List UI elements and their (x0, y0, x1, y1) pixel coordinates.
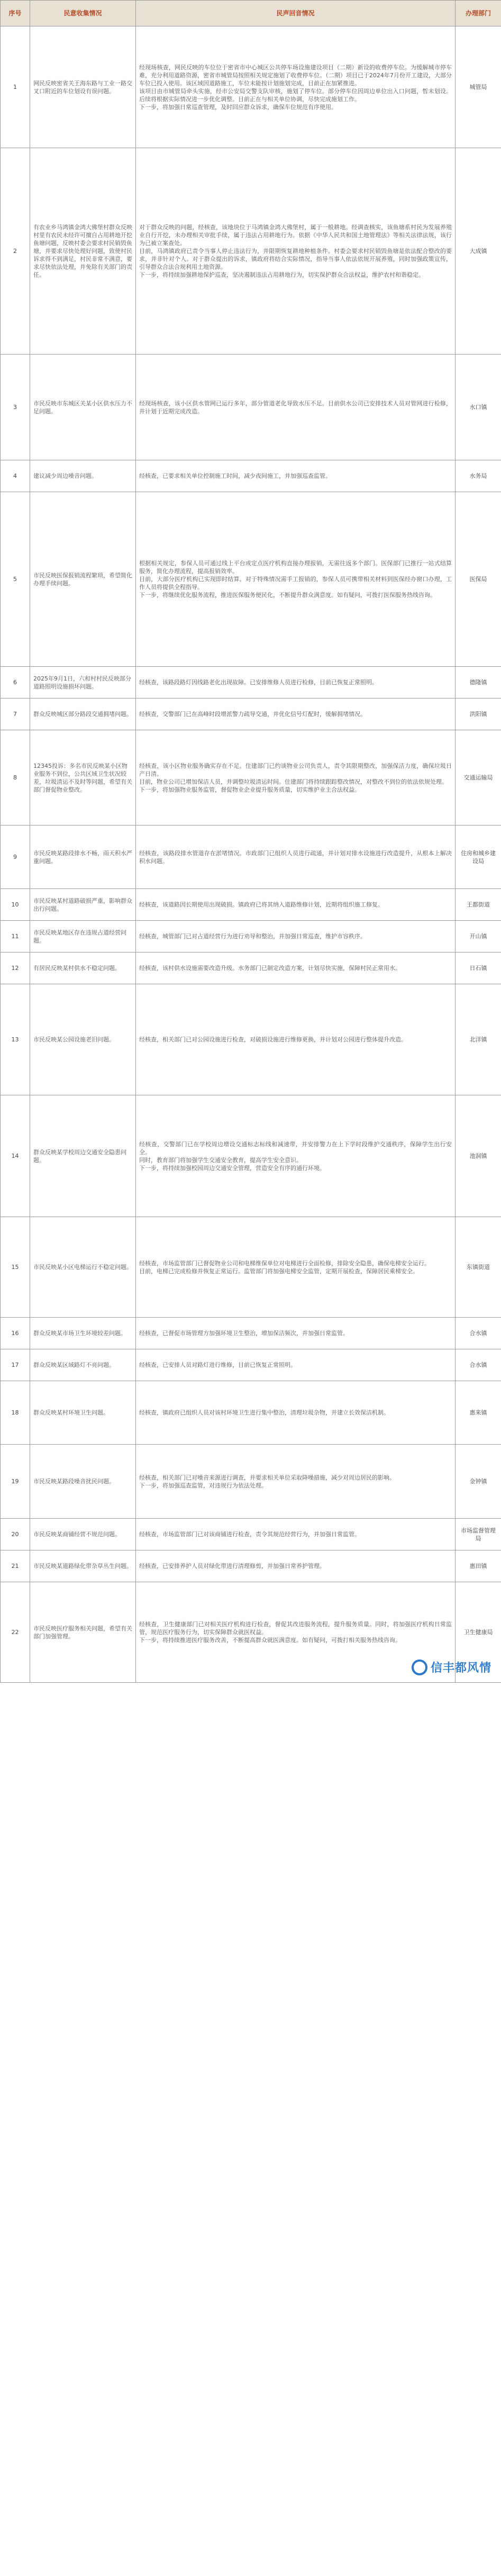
table-row (1, 1381, 501, 1445)
row-number-text: 9 (13, 854, 17, 860)
header-number: 序号 (1, 1, 30, 26)
row-dept (456, 1445, 501, 1519)
row-reply (136, 984, 456, 1095)
row-number-text: 13 (11, 1036, 19, 1043)
row-dept (456, 1519, 501, 1550)
row-number-text: 7 (13, 711, 17, 718)
row-issue-text: 建议减少周边噪音问题。 (33, 473, 97, 479)
row-issue-text: 群众反映城区部分路段交通拥堵问题。 (33, 711, 132, 718)
row-number (1, 1381, 30, 1445)
table-row (1, 355, 501, 460)
table-body (1, 26, 501, 1683)
table-row (1, 1217, 501, 1318)
table-row (1, 1349, 501, 1381)
row-issue-text: 市民反映某公园设施老旧问题。 (33, 1036, 115, 1043)
table-row (1, 984, 501, 1095)
row-number-text: 22 (11, 1629, 19, 1636)
row-reply-text: 对于群众反映的问题，经核查，该地块位于马鸿镇金鸿大佛堡村，属于一般耕地。经调查核实，该鱼塘系村民为发展养殖业自行开挖，未办理相关审批手续，属于违法占用耕地行为。依据《中华人民共和国土地管理法》等相关法律法规，该行为已被立案查处。 目前，马鸿镇政府已责令当事人停止违法行为，并限期恢复耕地种植条件。村委会要求村民销毁鱼塘是依法配合整改的要求，并非针对个人。对于群众提出的诉求，镇政府将结合实际情况，指导当事人依法依规开展养殖，同时加强政策宣传，引导群众合法合规利用土地资源。 下一步，将持续加强耕地保护巡查，坚决遏制违法占用耕地行为，切实保护群众合法权益，维护农村和谐稳定。 (139, 224, 452, 278)
row-issue-text: 2025年9月1日，六和村村民反映部分道路照明设施损坏问题。 (33, 675, 131, 690)
row-reply (136, 699, 456, 730)
row-number-text: 21 (11, 1563, 19, 1570)
row-issue (30, 1381, 136, 1445)
row-dept-text: 日石镇 (469, 965, 487, 972)
row-issue (30, 953, 136, 984)
row-reply-text: 经核查，该路段路灯因线路老化出现故障。已安排维修人员进行检修，目前已恢复正常照明。 (139, 679, 378, 686)
row-issue-text: 群众反映某村环境卫生问题。 (33, 1409, 109, 1416)
row-number (1, 1445, 30, 1519)
row-issue (30, 492, 136, 667)
row-reply-text: 经核查，城管部门已对占道经营行为进行劝导和整治，并加强日常巡查，维护市容秩序。 (139, 933, 366, 940)
table-row (1, 1445, 501, 1519)
row-issue (30, 826, 136, 889)
row-dept (456, 1095, 501, 1217)
row-reply (136, 730, 456, 826)
row-number-text: 19 (11, 1478, 19, 1485)
row-dept-text: 市场监督管理局 (461, 1527, 496, 1542)
row-reply (136, 460, 456, 492)
row-issue-text: 有居民反映某村供水不稳定问题。 (33, 965, 121, 972)
row-issue (30, 1095, 136, 1217)
row-issue-text: 市民反映医保报销流程繁琐，希望简化办理手续问题。 (33, 572, 132, 587)
row-issue-text: 市民反映市东城区关某小区供水压力不足问题。 (33, 400, 132, 415)
table-row (1, 460, 501, 492)
row-reply-text: 经核查，已安排养护人员对绿化带进行清理修剪，并加强日常养护管理。 (139, 1563, 325, 1570)
row-reply-text: 经核查，该村供水设施需要改造升级。水务部门已制定改造方案，计划尽快实施，保障村民正常用水。 (139, 965, 401, 972)
row-number (1, 1217, 30, 1318)
row-issue-text: 群众反映某学校周边交通安全隐患问题。 (33, 1148, 126, 1164)
row-issue-text: 市民反映某地区存在违规占道经营问题。 (33, 929, 126, 944)
row-dept (456, 26, 501, 148)
row-issue (30, 1519, 136, 1550)
table-row (1, 826, 501, 889)
row-number (1, 953, 30, 984)
row-dept (456, 492, 501, 667)
row-dept (456, 1349, 501, 1381)
row-issue (30, 1582, 136, 1683)
row-dept-text: 合水镇 (469, 1362, 487, 1368)
row-number (1, 355, 30, 460)
row-dept-text: 住房和城乡建设局 (461, 849, 496, 865)
row-number (1, 1349, 30, 1381)
row-number-text: 8 (13, 774, 17, 781)
row-issue (30, 148, 136, 355)
row-reply (136, 26, 456, 148)
row-number (1, 148, 30, 355)
row-reply-text: 经核查，相关部门已对公园设施进行检查，对破损设施进行维修更换，并计划对公园进行整体提升改造。 (139, 1036, 407, 1043)
row-issue (30, 1349, 136, 1381)
table-row (1, 26, 501, 148)
row-reply-text: 经核查，该小区物业服务确实存在不足。住建部门已约谈物业公司负责人，责令其限期整改，加强保洁力度，确保垃圾日产日清。 目前，物业公司已增加保洁人员，并调整垃圾清运时间。住建部门将持续跟踪整改情况，对整改不到位的依法依规处理。 下一步，将加强物业服务监管，督促物业企业提升服务质量，切实维护业主合法权益。 (139, 762, 452, 793)
table-row (1, 1318, 501, 1349)
row-issue-text: 有农业乡马鸿镇金鸿大佛堡村群众反映村里有农民未经许可擅自占用耕地开挖鱼塘问题，反映村委会要求村民销毁鱼塘，并要求尽快处理好问题，致使村民诉求得不到满足，村民非常不满意，要求尽快依法处理，并免除有关部门的责任。 (33, 224, 132, 278)
row-number (1, 921, 30, 953)
row-number-text: 14 (11, 1153, 19, 1159)
row-dept-text: 北洋镇 (469, 1036, 487, 1043)
row-reply (136, 1349, 456, 1381)
row-number-text: 20 (11, 1531, 19, 1538)
site-watermark (412, 1659, 491, 1675)
row-number-text: 17 (11, 1362, 19, 1368)
row-issue-text: 市民反映某路段噪音扰民问题。 (33, 1478, 115, 1485)
row-dept (456, 699, 501, 730)
row-dept-text: 城管局 (469, 84, 487, 90)
row-number (1, 26, 30, 148)
row-dept (456, 984, 501, 1095)
row-reply (136, 1381, 456, 1445)
row-dept-text: 金钟镇 (469, 1478, 487, 1485)
row-number-text: 1 (13, 84, 17, 90)
row-number (1, 699, 30, 730)
row-dept (456, 730, 501, 826)
row-reply-text: 经现场核查，网民反映的车位位于密省市中心城区公共停车场设施建设项目（二期）新设的收费停车位。为缓解城市停车难，充分利用道路资源，密省市城管局按照相关规定施划了收费停车位。（二期）项目已于2024年7月份开工建设，大部分车位已投入使用。该区域因道路施工，车位未能按计划施划完成，目前正在加紧推进。 该项目由市城管局牵头实施，经市公安局交警支队审核，施划了停车位。部分停车位因周边单位出入口问题，暂未划设。后续将根据实际情况进一步优化调整。目前正在与相关单位协调，尽快完成施划工作。 下一步，将加强日常巡查管理，及时回应群众诉求，确保车位规范有序使用。 (139, 64, 452, 111)
table-row (1, 492, 501, 667)
row-dept (456, 889, 501, 921)
row-reply (136, 1318, 456, 1349)
row-issue (30, 1217, 136, 1318)
table-row (1, 730, 501, 826)
row-number-text: 16 (11, 1330, 19, 1337)
table-row (1, 1519, 501, 1550)
row-reply (136, 921, 456, 953)
row-number (1, 667, 30, 699)
row-dept-text: 洪阳镇 (469, 711, 487, 718)
row-reply (136, 1582, 456, 1683)
row-reply (136, 1445, 456, 1519)
row-issue (30, 984, 136, 1095)
row-reply-text: 经核查，该路段排水管道存在淤堵情况。市政部门已组织人员进行疏通，并计划对排水设施进行改造提升，从根本上解决积水问题。 (139, 849, 452, 865)
row-dept-text: 交通运输局 (463, 774, 493, 781)
row-number (1, 1318, 30, 1349)
row-issue (30, 1550, 136, 1582)
row-dept-text: 惠来镇 (469, 1409, 487, 1416)
row-dept (456, 355, 501, 460)
row-reply (136, 889, 456, 921)
row-number-text: 6 (13, 679, 17, 686)
row-reply (136, 667, 456, 699)
table-row (1, 889, 501, 921)
table-row (1, 1550, 501, 1582)
row-reply-text: 经现场核查，该小区供水管网已运行多年，部分管道老化导致水压不足。目前供水公司已安排技术人员对管网进行检修，并计划于近期完成改造。 (139, 400, 452, 415)
row-issue (30, 1318, 136, 1349)
row-dept (456, 667, 501, 699)
row-number-text: 18 (11, 1409, 19, 1416)
row-issue (30, 730, 136, 826)
row-issue (30, 889, 136, 921)
row-dept-text: 卫生健康局 (463, 1629, 493, 1636)
row-issue (30, 460, 136, 492)
table-row (1, 953, 501, 984)
row-issue-text: 市民反映某村道路破损严重，影响群众出行问题。 (33, 897, 132, 912)
row-issue-text: 市民反映某小区电梯运行不稳定问题。 (33, 1264, 132, 1271)
row-dept (456, 148, 501, 355)
row-issue-text: 网民反映密省关王海东路与工业一路交叉口附近的车位划设有误问题。 (33, 79, 132, 95)
row-reply (136, 953, 456, 984)
row-reply-text: 经核查，已要求相关单位控制施工时间，减少夜间施工，并加强巡查监管。 (139, 473, 331, 479)
row-dept-text: 大成镇 (469, 248, 487, 255)
table-header-row (1, 1, 501, 26)
row-reply-text: 经核查，市场监管部门已督促物业公司和电梯维保单位对电梯进行全面检修，排除安全隐患，确保电梯安全运行。 目前，电梯已完成检修并恢复正常运行。监管部门将加强电梯安全监管，定期开展检查，保障居民乘梯安全。 (139, 1259, 430, 1275)
header-dept: 办理部门 (456, 1, 501, 26)
row-reply (136, 1217, 456, 1318)
header-issue: 民意收集情况 (30, 1, 136, 26)
row-reply-text: 经核查，已安排人员对路灯进行维修，目前已恢复正常照明。 (139, 1362, 296, 1368)
row-dept-text: 水口镇 (469, 404, 487, 411)
row-dept-text: 德隆镇 (469, 679, 487, 686)
row-issue-text: 市民反映医疗服务相关问题，希望有关部门加强管理。 (33, 1625, 132, 1640)
row-dept-text: 惠田镇 (469, 1563, 487, 1570)
row-reply-text: 经核查，相关部门已对噪音来源进行调查，并要求相关单位采取降噪措施，减少对周边居民的影响。 下一步，将加强巡查监管，对违规行为依法处理。 (139, 1474, 395, 1489)
row-reply-text: 经核查，市场监管部门已对该商铺进行检查，责令其规范经营行为，并加强日常监管。 (139, 1531, 360, 1538)
row-number (1, 730, 30, 826)
row-number-text: 11 (11, 933, 19, 940)
row-reply (136, 492, 456, 667)
table-row (1, 148, 501, 355)
row-dept (456, 460, 501, 492)
row-number (1, 1582, 30, 1683)
table-row (1, 667, 501, 699)
row-number (1, 460, 30, 492)
row-dept (456, 1318, 501, 1349)
row-dept (456, 1550, 501, 1582)
header-reply: 民声回音情况 (136, 1, 456, 26)
row-reply-text: 根据相关规定，参保人员可通过线上平台或定点医疗机构直接办理报销，无需往返多个部门。医保部门已推行一站式结算服务，简化办理流程，提高报销效率。 目前，大部分医疗机构已实现即时结算。对于特殊情况需手工报销的，参保人员可携带相关材料到医保经办窗口办理，工作人员将提供全程指导。 下一步，将继续优化服务流程，推进医保服务便民化，不断提升群众满意度。如有疑问，可拨打医保服务热线咨询。 (139, 560, 452, 598)
row-issue (30, 921, 136, 953)
row-number-text: 12 (11, 965, 19, 972)
row-reply (136, 1550, 456, 1582)
row-reply (136, 355, 456, 460)
row-reply (136, 148, 456, 355)
row-issue (30, 699, 136, 730)
row-reply-text: 经核查，镇政府已组织人员对该村环境卫生进行集中整治，清理垃圾杂物，并建立长效保洁机制。 (139, 1409, 389, 1416)
row-reply-text: 经核查，卫生健康部门已对相关医疗机构进行检查，督促其改进服务流程，提升服务质量。同时，将加强医疗机构日常监管，规范医疗服务行为，切实保障群众就医权益。 下一步，将持续推进医疗服务改善，不断提高群众就医满意度。如有疑问，可拨打相关服务热线咨询。 (139, 1621, 452, 1644)
row-dept (456, 953, 501, 984)
row-dept-text: 合水镇 (469, 1330, 487, 1337)
row-issue-text: 市民反映某路段排水不畅，雨天积水严重问题。 (33, 849, 132, 865)
row-number-text: 5 (13, 576, 17, 583)
row-number (1, 984, 30, 1095)
row-number (1, 1550, 30, 1582)
row-reply-text: 经核查，该道路因长期使用出现破损。镇政府已将其纳入道路维修计划，近期将组织施工修复。 (139, 901, 384, 908)
row-reply (136, 1095, 456, 1217)
row-number-text: 3 (13, 404, 17, 411)
row-dept-text: 池洞镇 (469, 1153, 487, 1159)
row-issue-text: 群众反映某市场卫生环境较差问题。 (33, 1330, 126, 1337)
row-reply (136, 826, 456, 889)
row-number-text: 10 (11, 901, 19, 908)
table-row (1, 1095, 501, 1217)
row-issue (30, 1445, 136, 1519)
row-number (1, 492, 30, 667)
row-reply-text: 经核查，已督促市场管理方加强环境卫生整治，增加保洁频次，并加强日常监管。 (139, 1330, 349, 1337)
row-issue-text: 市民反映某商铺经营不规范问题。 (33, 1531, 121, 1538)
row-issue-text: 市民反映某道路绿化带杂草丛生问题。 (33, 1563, 132, 1570)
row-dept-text: 王都街道 (467, 901, 490, 908)
row-number (1, 889, 30, 921)
row-issue-text: 群众反映某区域路灯不亮问题。 (33, 1362, 115, 1368)
row-issue-text: 12345投诉：多名市民反映某小区物业服务不到位，公共区域卫生状况较差，垃圾清运不及时等问题，希望有关部门督促物业整改。 (33, 762, 132, 793)
row-dept (456, 1217, 501, 1318)
row-dept-text: 东镇街道 (467, 1264, 490, 1271)
row-issue (30, 667, 136, 699)
row-reply-text: 经核查，交警部门已在高峰时段增派警力疏导交通，并优化信号灯配时，缓解拥堵情况。 (139, 711, 366, 718)
watermark-text: 信丰都风情 (430, 1661, 491, 1675)
table-row (1, 699, 501, 730)
row-number-text: 15 (11, 1264, 19, 1271)
watermark-logo-icon (412, 1659, 427, 1675)
row-dept (456, 921, 501, 953)
row-issue (30, 26, 136, 148)
table-row (1, 921, 501, 953)
row-dept-text: 开山镇 (469, 933, 487, 940)
row-dept-text: 医保局 (469, 576, 487, 583)
row-dept-text: 水务局 (469, 473, 487, 479)
row-number (1, 826, 30, 889)
row-number-text: 2 (13, 248, 17, 255)
row-reply-text: 经核查，交警部门已在学校周边增设交通标志标线和减速带，并安排警力在上下学时段维护交通秩序，保障学生出行安全。 同时，教育部门将加强学生交通安全教育，提高学生安全意识。 下一步，将持续加强校园周边交通安全管理，营造安全有序的通行环境。 (139, 1140, 452, 1172)
row-reply (136, 1519, 456, 1550)
row-dept (456, 1381, 501, 1445)
row-number (1, 1095, 30, 1217)
row-issue (30, 355, 136, 460)
row-number (1, 1519, 30, 1550)
row-number-text: 4 (13, 473, 17, 479)
row-dept (456, 826, 501, 889)
